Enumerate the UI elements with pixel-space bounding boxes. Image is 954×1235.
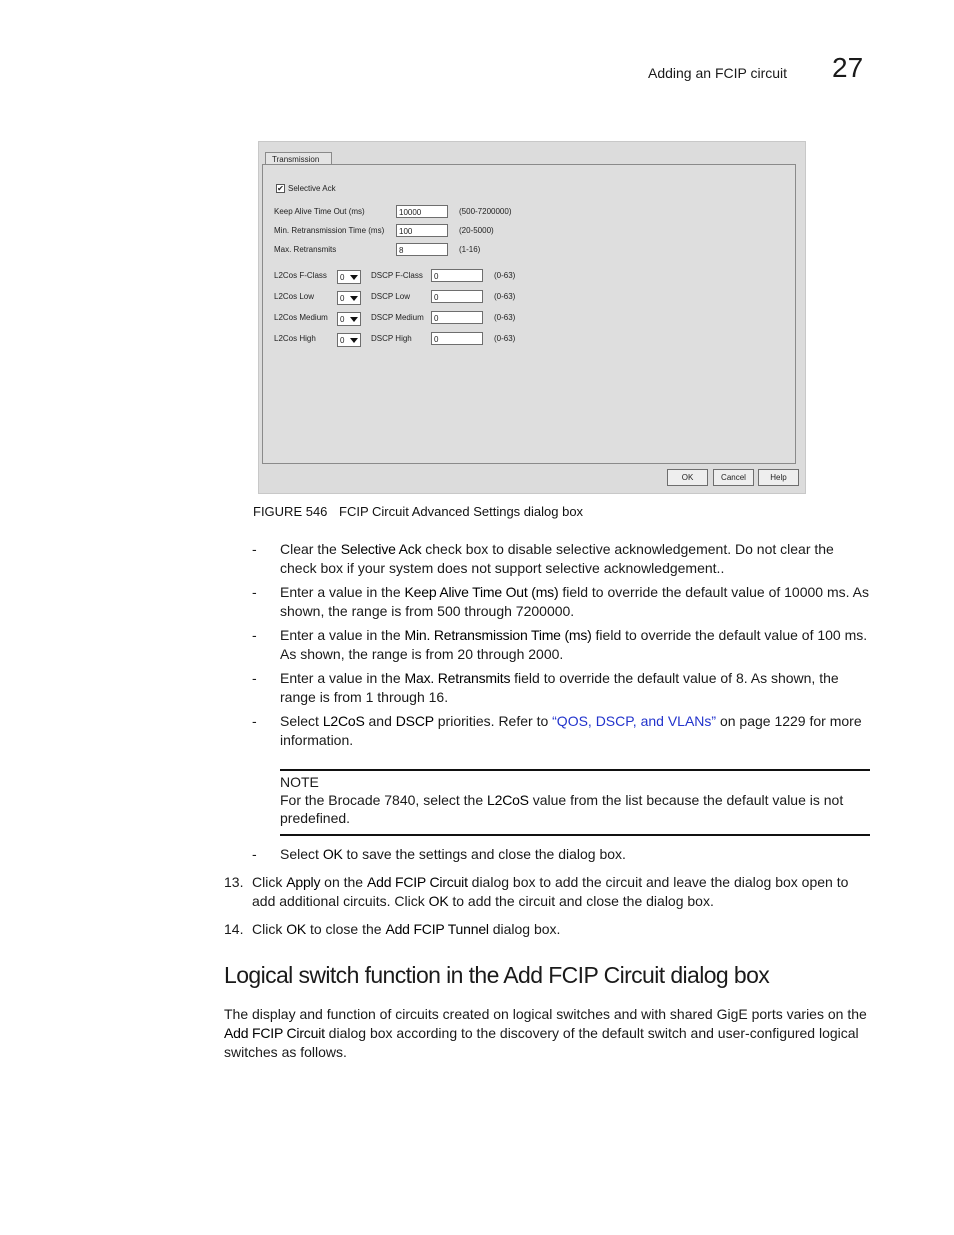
dscp-high-range: (0-63) bbox=[494, 334, 516, 343]
list-item: - Select L2CoS and DSCP priorities. Refer to “QOS, DSCP, and VLANs” on page 1229 for more information. bbox=[252, 713, 862, 748]
section-heading: Logical switch function in the Add FCIP Circuit dialog box bbox=[224, 962, 770, 988]
help-button[interactable]: Help bbox=[758, 469, 799, 486]
min-retransmission-label: Min. Retransmission Time (ms) bbox=[274, 226, 385, 235]
max-retransmits-field[interactable]: 8 bbox=[396, 243, 448, 256]
selective-ack-label: Selective Ack bbox=[288, 184, 336, 193]
tab-transmission[interactable]: Transmission bbox=[265, 152, 332, 165]
list-item: - Select OK to save the settings and close the dialog box. bbox=[252, 846, 626, 862]
step-list bbox=[224, 873, 874, 939]
list-item: - Enter a value in the Keep Alive Time Out (ms) field to override the default value of 10000 ms. As shown, the range is from 500 through 7200000. bbox=[252, 584, 869, 619]
max-retransmits-label: Max. Retransmits bbox=[274, 245, 337, 254]
list-item: - Clear the Selective Ack check box to disable selective acknowledgement. Do not clear the check box if your system does not support selective acknowledgement.. bbox=[252, 541, 834, 576]
list-item: - Enter a value in the Min. Retransmission Time (ms) field to override the default value of 100 ms. As shown, the range is from 20 through 2000. bbox=[252, 627, 868, 662]
l2cos-fclass-select[interactable]: 0 bbox=[337, 270, 361, 284]
note-text: For the Brocade 7840, select the L2CoS value from the list because the default value is not predefined. bbox=[280, 792, 844, 826]
list-item: - Enter a value in the Max. Retransmits field to override the default value of 8. As shown, the range is from 1 through 16. bbox=[252, 670, 839, 705]
l2cos-medium-select[interactable]: 0 bbox=[337, 312, 361, 326]
bullet-list-continued bbox=[252, 845, 872, 864]
qos-dscp-vlans-link[interactable]: “QOS, DSCP, and VLANs” bbox=[552, 713, 717, 729]
l2cos-fclass-label: L2Cos F-Class bbox=[274, 271, 327, 280]
dscp-fclass-range: (0-63) bbox=[494, 271, 516, 280]
dscp-fclass-label: DSCP F-Class bbox=[371, 271, 423, 280]
l2cos-high-select[interactable]: 0 bbox=[337, 333, 361, 347]
dscp-high-label: DSCP High bbox=[371, 334, 412, 343]
min-retransmission-range: (20-5000) bbox=[459, 226, 494, 235]
max-retransmits-range: (1-16) bbox=[459, 245, 481, 254]
note-box bbox=[280, 769, 870, 836]
dscp-fclass-field[interactable]: 0 bbox=[431, 269, 483, 282]
l2cos-high-label: L2Cos High bbox=[274, 334, 316, 343]
chevron-down-icon bbox=[350, 338, 358, 343]
fcip-advanced-settings-dialog bbox=[258, 141, 806, 494]
dscp-low-range: (0-63) bbox=[494, 292, 516, 301]
bullet-list bbox=[252, 540, 872, 750]
dscp-medium-label: DSCP Medium bbox=[371, 313, 424, 322]
chevron-down-icon bbox=[350, 317, 358, 322]
dscp-low-field[interactable]: 0 bbox=[431, 290, 483, 303]
chevron-down-icon bbox=[350, 296, 358, 301]
keep-alive-field[interactable]: 10000 bbox=[396, 205, 448, 218]
keep-alive-label: Keep Alive Time Out (ms) bbox=[274, 207, 365, 216]
l2cos-low-label: L2Cos Low bbox=[274, 292, 315, 301]
list-item: 14. Click OK to close the Add FCIP Tunnel dialog box. bbox=[224, 921, 561, 937]
dscp-high-field[interactable]: 0 bbox=[431, 332, 483, 345]
min-retransmission-field[interactable]: 100 bbox=[396, 224, 448, 237]
figure-caption bbox=[253, 504, 583, 519]
section-paragraph: The display and function of circuits created on logical switches and with shared GigE ports varies on the Add FCIP Circuit dialog box according to the discovery of the default switch and user-configured logical switches as follows. bbox=[224, 1006, 867, 1060]
selective-ack-checkbox[interactable]: ✔ bbox=[277, 184, 284, 193]
dscp-low-label: DSCP Low bbox=[371, 292, 410, 301]
keep-alive-range: (500-7200000) bbox=[459, 207, 512, 216]
chevron-down-icon bbox=[350, 275, 358, 280]
list-item: 13. Click Apply on the Add FCIP Circuit dialog box to add the circuit and leave the dialog box open to add additional circuits. Click OK to add the circuit and close the dialog box. bbox=[224, 874, 849, 909]
dscp-medium-range: (0-63) bbox=[494, 313, 516, 322]
running-header-title: Adding an FCIP circuit bbox=[648, 65, 788, 81]
cancel-button[interactable]: Cancel bbox=[713, 469, 754, 486]
note-title: NOTE bbox=[280, 774, 319, 790]
figure-title: FCIP Circuit Advanced Settings dialog box bbox=[339, 504, 584, 519]
dscp-medium-field[interactable]: 0 bbox=[431, 311, 483, 324]
ok-button[interactable]: OK bbox=[667, 469, 708, 486]
chapter-number: 27 bbox=[832, 52, 864, 83]
l2cos-medium-label: L2Cos Medium bbox=[274, 313, 328, 322]
figure-number: FIGURE 546 bbox=[253, 504, 328, 519]
l2cos-low-select[interactable]: 0 bbox=[337, 291, 361, 305]
